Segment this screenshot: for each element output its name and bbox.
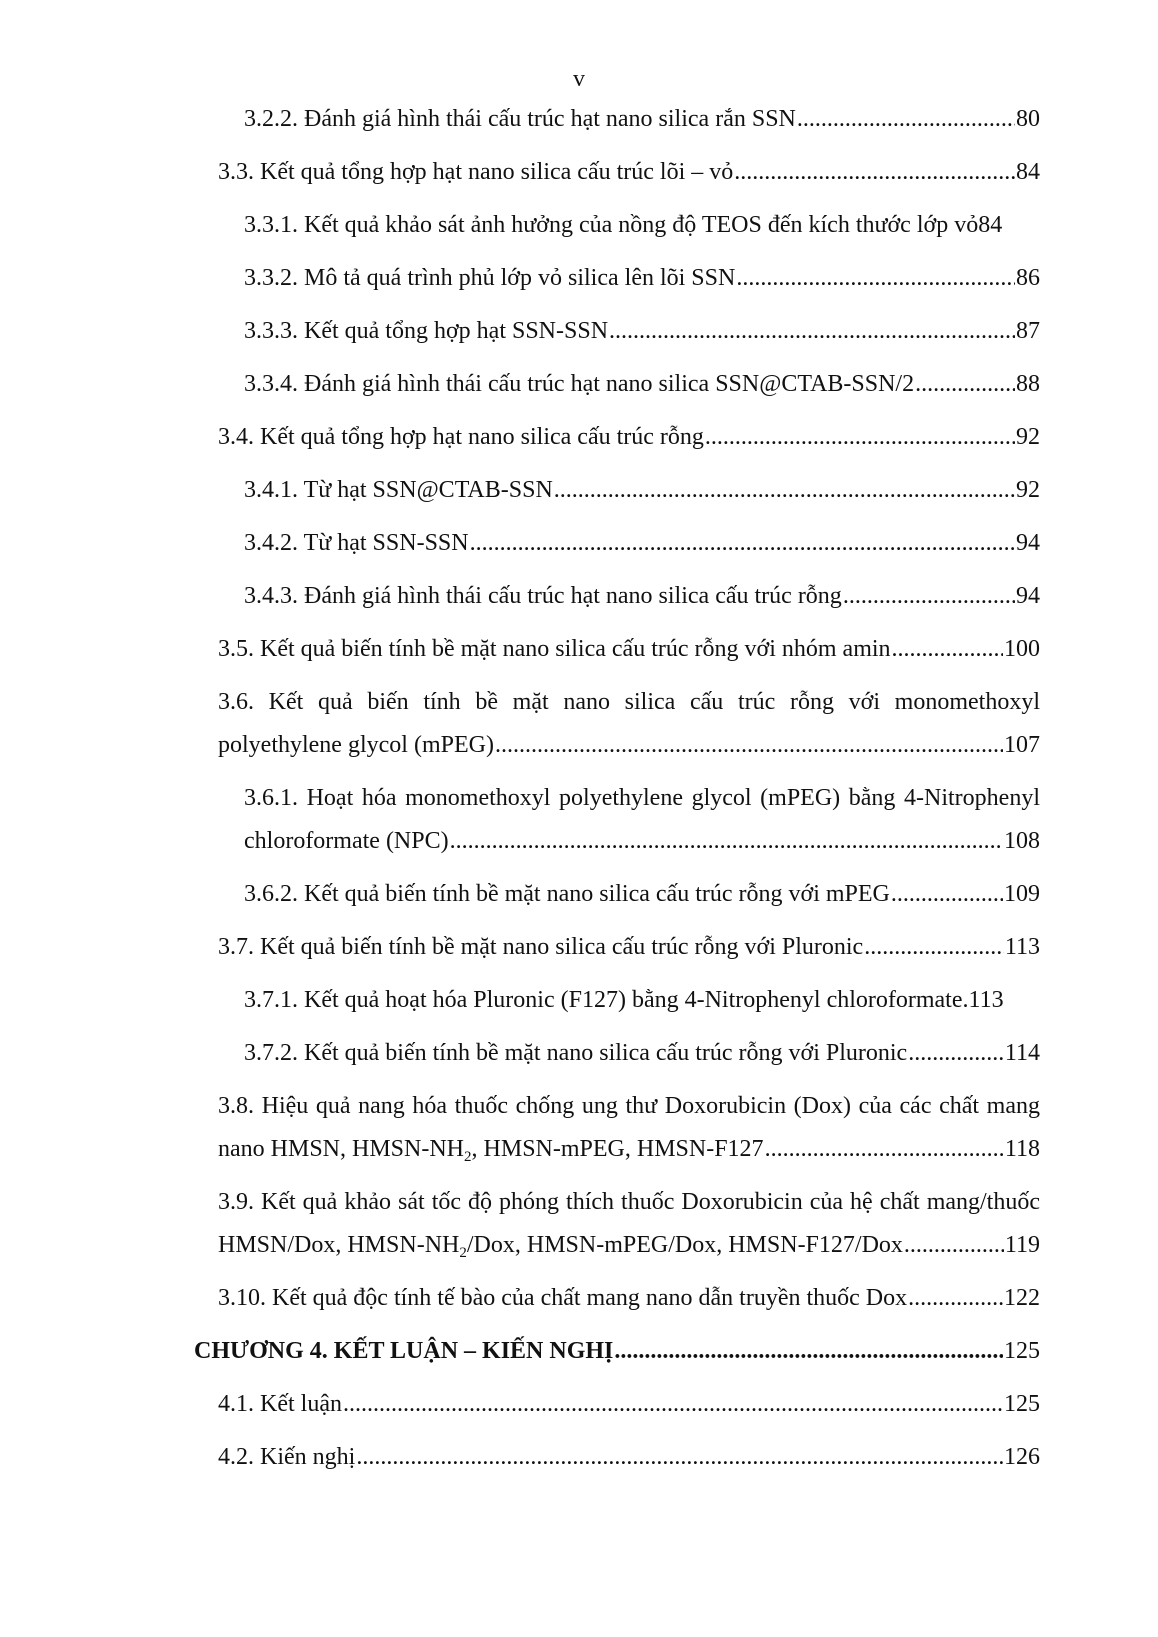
table-of-contents: [0, 104, 1158, 1495]
toc-entry-page: 87: [1016, 318, 1040, 344]
toc-entry-title-line-1: 3.6. Kết quả biến tính bề mặt nano silica cấu trúc rỗng với monomethoxyl: [218, 689, 1040, 715]
toc-entry-title: 3.10. Kết quả độc tính tế bào của chất mang nano dẫn truyền thuốc Dox: [218, 1285, 908, 1311]
toc-entry-title: 3.4.1. Từ hạt SSN@CTAB-SSN: [244, 477, 553, 503]
toc-entry-title-line-2: chloroformate (NPC): [244, 828, 449, 854]
dot-leader: [843, 581, 1015, 611]
toc-entry-3-3-3[interactable]: [0, 316, 1040, 369]
toc-entry-page: 118: [1004, 1136, 1040, 1162]
toc-entry-page: 94: [1016, 530, 1040, 556]
toc-entry-page: 88: [1016, 371, 1040, 397]
period-separator: .: [962, 987, 969, 1013]
toc-entry-title: 3.7.2. Kết quả biến tính bề mặt nano silica cấu trúc rỗng với Pluronic: [244, 1040, 908, 1066]
toc-entry-title: 3.6.2. Kết quả biến tính bề mặt nano silica cấu trúc rỗng với mPEG: [244, 881, 890, 907]
toc-entry-3-8[interactable]: [0, 1091, 1040, 1187]
toc-entry-title: 3.3.3. Kết quả tổng hợp hạt SSN-SSN: [244, 318, 609, 344]
toc-entry-title-line-1: 3.8. Hiệu quả nang hóa thuốc chống ung thư Doxorubicin (Dox) của các chất mang: [218, 1093, 1040, 1119]
page-number: v: [573, 66, 585, 92]
toc-entry-title-line-1: 3.6.1. Hoạt hóa monomethoxyl polyethylene glycol (mPEG) bằng 4-Nitrophenyl: [244, 785, 1040, 811]
toc-entry-page: 113: [968, 987, 1004, 1013]
toc-entry-page: 126: [1004, 1444, 1040, 1470]
dot-leader: [495, 730, 1003, 760]
toc-entry-page: 119: [1004, 1232, 1040, 1258]
toc-entry-title: 3.3.4. Đánh giá hình thái cấu trúc hạt nano silica SSN@CTAB-SSN/2: [244, 371, 915, 397]
toc-entry-title: 3.7. Kết quả biến tính bề mặt nano silica cấu trúc rỗng với Pluronic: [218, 934, 864, 960]
toc-entry-3-4[interactable]: [0, 422, 1040, 475]
dot-leader: [470, 528, 1015, 558]
dot-leader: [904, 1230, 1004, 1260]
toc-entry-title: 3.4.2. Từ hạt SSN-SSN: [244, 530, 469, 556]
dot-leader: [864, 932, 1004, 962]
toc-entry-3-4-1[interactable]: [0, 475, 1040, 528]
toc-entry-title: 3.3.1. Kết quả khảo sát ảnh hưởng của nồng độ TEOS đến kích thước lớp vỏ: [244, 212, 979, 238]
toc-entry-page: 125: [1004, 1338, 1040, 1364]
toc-entry-title-line-2: nano HMSN, HMSN-$NH_2$, HMSN-mPEG, HMSN-F127: [218, 1136, 764, 1165]
toc-entry-title: 4.2. Kiến nghị: [218, 1444, 356, 1470]
toc-entry-3-3[interactable]: [0, 157, 1040, 210]
dot-leader: [908, 1038, 1004, 1068]
toc-entry-title: 3.2.2. Đánh giá hình thái cấu trúc hạt nano silica rắn SSN: [244, 106, 796, 132]
toc-entry-3-3-4[interactable]: [0, 369, 1040, 422]
toc-entry-3-6-1[interactable]: [0, 783, 1040, 879]
toc-entry-3-6-2[interactable]: [0, 879, 1040, 932]
toc-entry-3-9[interactable]: [0, 1187, 1040, 1283]
toc-entry-title-line-2: HMSN/Dox, HMSN-$NH_2$/Dox, HMSN-mPEG/Dox, HMSN-F127/Dox: [218, 1232, 903, 1261]
toc-entry-3-3-1[interactable]: [0, 210, 1040, 263]
toc-entry-page: 122: [1004, 1285, 1040, 1311]
toc-entry-4-1[interactable]: [0, 1389, 1040, 1442]
dot-leader: [891, 879, 1003, 909]
toc-entry-title: 3.5. Kết quả biến tính bề mặt nano silica cấu trúc rỗng với nhóm amin: [218, 636, 891, 662]
toc-entry-title-line-2: polyethylene glycol (mPEG): [218, 732, 494, 758]
toc-entry-title-line-1: 3.9. Kết quả khảo sát tốc độ phóng thích thuốc Doxorubicin của hệ chất mang/thuốc: [218, 1189, 1040, 1215]
toc-entry-page: 108: [1004, 828, 1040, 854]
toc-entry-page: 107: [1004, 732, 1040, 758]
dot-leader: [908, 1283, 1003, 1313]
toc-entry-page: 114: [1004, 1040, 1040, 1066]
dot-leader: [915, 369, 1015, 399]
toc-entry-page: 86: [1016, 265, 1040, 291]
toc-entry-title: 3.3. Kết quả tổng hợp hạt nano silica cấu trúc lõi – vỏ: [218, 159, 734, 185]
toc-entry-3-4-2[interactable]: [0, 528, 1040, 581]
dot-leader: [356, 1442, 1003, 1472]
toc-entry-page: 100: [1004, 636, 1040, 662]
dot-leader: [797, 104, 1015, 134]
toc-entry-chapter-4[interactable]: [0, 1336, 1040, 1389]
toc-entry-title: 3.4. Kết quả tổng hợp hạt nano silica cấu trúc rỗng: [218, 424, 704, 450]
dot-leader: [614, 1336, 1003, 1366]
toc-entry-3-6[interactable]: [0, 687, 1040, 783]
toc-entry-page: 92: [1016, 477, 1040, 503]
toc-entry-4-2[interactable]: [0, 1442, 1040, 1495]
dot-leader: [765, 1134, 1004, 1164]
toc-entry-3-2-2[interactable]: [0, 104, 1040, 157]
toc-entry-3-7-2[interactable]: [0, 1038, 1040, 1091]
dot-leader: [609, 316, 1015, 346]
dot-leader: [554, 475, 1015, 505]
toc-chapter-title: CHƯƠNG 4. KẾT LUẬN – KIẾN NGHỊ: [194, 1338, 614, 1364]
toc-entry-3-4-3[interactable]: [0, 581, 1040, 634]
dot-leader: [736, 263, 1015, 293]
toc-entry-page: 80: [1016, 106, 1040, 132]
toc-entry-3-5[interactable]: [0, 634, 1040, 687]
dot-leader: [450, 826, 1003, 856]
toc-entry-3-7[interactable]: [0, 932, 1040, 985]
toc-entry-page: 109: [1004, 881, 1040, 907]
toc-entry-page: 92: [1016, 424, 1040, 450]
toc-entry-title: 3.3.2. Mô tả quá trình phủ lớp vỏ silica lên lõi SSN: [244, 265, 736, 291]
toc-entry-title: 4.1. Kết luận: [218, 1391, 342, 1417]
toc-entry-page: 84: [978, 212, 1003, 238]
toc-entry-title: 3.4.3. Đánh giá hình thái cấu trúc hạt nano silica cấu trúc rỗng: [244, 583, 842, 609]
toc-entry-title: 3.7.1. Kết quả hoạt hóa Pluronic (F127) bằng 4-Nitrophenyl chloroformate: [244, 987, 963, 1013]
toc-entry-3-7-1[interactable]: [0, 985, 1040, 1038]
toc-entry-page: 84: [1016, 159, 1040, 185]
toc-entry-3-3-2[interactable]: [0, 263, 1040, 316]
toc-entry-page: 113: [1004, 934, 1040, 960]
toc-entry-page: 125: [1004, 1391, 1040, 1417]
toc-entry-page: 94: [1016, 583, 1040, 609]
dot-leader: [343, 1389, 1003, 1419]
dot-leader: [734, 157, 1015, 187]
dot-leader: [892, 634, 1003, 664]
dot-leader: [705, 422, 1015, 452]
toc-entry-3-10[interactable]: [0, 1283, 1040, 1336]
